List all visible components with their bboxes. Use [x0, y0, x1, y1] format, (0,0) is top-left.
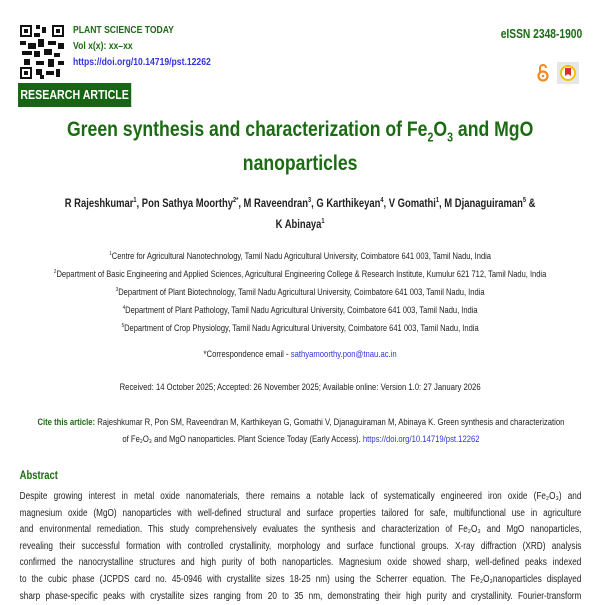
- volume-info: Vol x(x): xx–xx: [72, 40, 133, 52]
- affiliation: $^5$Department of Crop Physiology, Tamil Nadu Agricultural University, Coimbatore 641 003, Tamil Nadu, India: [121, 323, 479, 334]
- title-text: and MgO: [452, 117, 534, 141]
- citation: Cite this article: Rajeshkumar R, Pon SM, Raveendran M, Karthikeyan G, Gomathi V, Djanaguiraman M, Abinaya K. Green synthesis and characterization of Fe₂O₃ and MgO nanoparticles. Plant Science Today (Early Access). https://doi.org/10.14719/pst.12262: [37, 416, 565, 444]
- author[interactable]: K Abinaya$^1$: [275, 217, 325, 231]
- correspondence: *Correspondence email - sathyamoorthy.pon@tnau.ac.in: [203, 348, 397, 359]
- author[interactable]: M Raveendran$^3$: [243, 197, 312, 210]
- author[interactable]: V Gomathi$^1$: [388, 197, 440, 210]
- author[interactable]: G Karthikeyan$^4$: [316, 197, 384, 210]
- title-line2: nanoparticles: [242, 151, 358, 176]
- doi-link[interactable]: https://doi.org/10.14719/pst.12262: [72, 56, 211, 68]
- title-sub: 2: [427, 129, 434, 145]
- affiliation: $^3$Department of Plant Biotechnology, Tamil Nadu Agricultural University, Coimbatore 641 003, Tamil Nadu, India: [115, 287, 485, 298]
- abstract-heading: Abstract: [19, 470, 58, 482]
- title-text: Green synthesis and characterization of Fe: [66, 117, 428, 141]
- affiliation: $^2$Department of Basic Engineering and Applied Sciences, Agricultural Engineering College & Research Institute, Kumulur 621 712, Tamil Nadu, India: [53, 269, 547, 280]
- article-type-badge: RESEARCH ARTICLE: [18, 83, 131, 107]
- cite-doi-link[interactable]: https://doi.org/10.14719/pst.12262: [362, 433, 480, 444]
- page-title: [0, 116, 600, 177]
- cite-label: Cite this article:: [37, 416, 96, 427]
- title-sub: 3: [447, 129, 453, 145]
- journal-name: PLANT SCIENCE TODAY: [72, 24, 174, 36]
- affiliation: $^4$Department of Plant Pathology, Tamil Nadu Agricultural University, Coimbatore 641 003, Tamil Nadu, India: [122, 305, 478, 316]
- article-dates: Received: 14 October 2025; Accepted: 26 November 2025; Available online: Version 1.0: 27 January 2026: [119, 381, 481, 392]
- author-list: R Rajeshkumar$^1$, Pon Sathya Moorthy$^{2*}$, M Raveendran$^3$, G Karthikeyan$^4$, V Gomathi$^1$, M Djanaguiraman$^5$ & K Abinaya$^1$: [64, 197, 536, 231]
- abstract-body: Despite growing interest in metal oxide nanomaterials, there remains a notable lack of systematically engineered iron oxide (Fe₂O₃) and magnesium oxide (MgO) nanoparticles with well-defined structural and surface properties tailored for safe, multifunctional use in agriculture and environmental remediation. This study comprehensively evaluates the synthesis and characterization of Fe₂O₃ and MgO nanoparticles, revealing their successful formation with controlled crystallinity, morphology and surface functional groups. X-ray diffraction (XRD) analysis confirmed the nanocrystalline structures and high purity of both nanoparticles. Magnesium oxide showed sharp, well-defined peaks indexed to the cubic phase (JCPDS card no. 45-0946 with crystallite sizes 18-25 nm) using the Scherrer equation. The Fe₂O₃nanoparticles displayed sharp phase-specific peaks with crystallite sizes ranging from 20 to 35 nm, demonstrating their high purity and crystallinity. Fourier-transform: [19, 491, 582, 602]
- author[interactable]: R Rajeshkumar$^1$: [64, 197, 137, 210]
- email-link[interactable]: sathyamoorthy.pon@tnau.ac.in: [290, 348, 397, 359]
- eissn: eISSN 2348-1900: [500, 27, 583, 41]
- author[interactable]: Pon Sathya Moorthy$^{2*}$: [141, 197, 239, 210]
- title-text: O: [433, 117, 448, 141]
- affiliation: $^1$Centre for Agricultural Nanotechnology, Tamil Nadu Agricultural University, Coimbatore 641 003, Tamil Nadu, India: [109, 251, 492, 262]
- author[interactable]: M Djanaguiraman$^5$: [444, 197, 527, 210]
